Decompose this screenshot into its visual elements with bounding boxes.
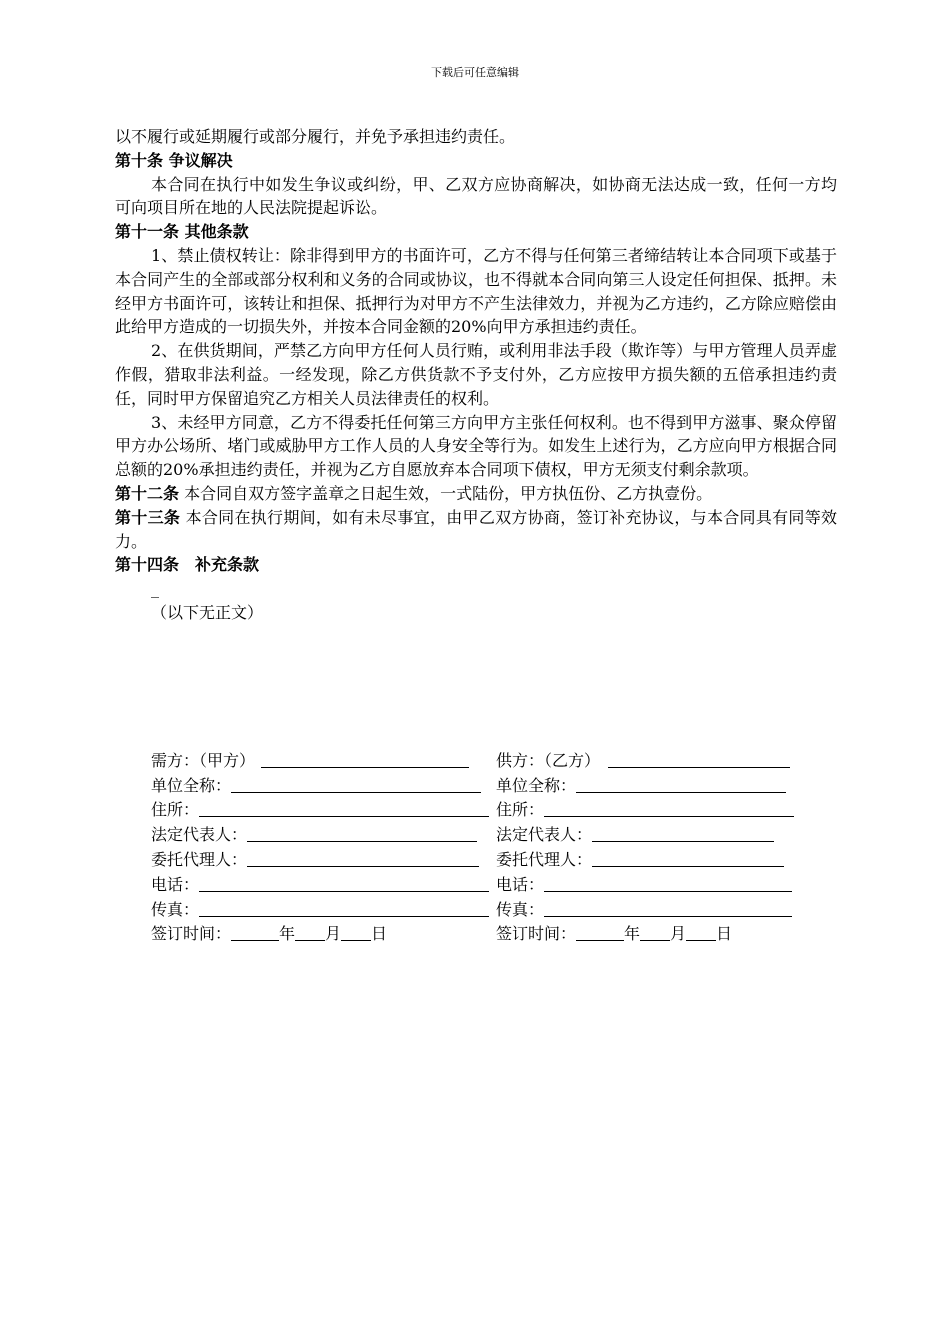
seller-month-blank[interactable]	[640, 939, 670, 941]
seller-day-label: 日	[716, 924, 733, 944]
article-12	[115, 482, 837, 506]
paragraph-continuation: 以不履行或延期履行或部分履行，并免予承担违约责任。	[115, 127, 516, 146]
article-10-paragraph: 本合同在执行中如发生争议或纠纷，甲、乙双方应协商解决，如协商无法达成一致，任何一方均可向项目所在地的人民法院提起诉讼。	[115, 174, 837, 218]
seller-fax	[496, 897, 841, 920]
article-11-item-1: 1、禁止债权转让：除非得到甲方的书面许可，乙方不得与任何第三者缔结转让本合同项下或基于本合同产生的全部或部分权利和义务的合同或协议，也不得就本合同向第三人设定任何担保、抵押。未经甲方书面许可，该转让和担保、抵押行为对甲方不产生法律效力，并视为乙方违约，乙方除应赔偿由此给甲方造成的一切损失外，并按本合同金额的20%向甲方承担违约责任。	[115, 245, 837, 337]
signature-row-date	[151, 920, 841, 945]
contract-body	[115, 125, 837, 625]
buyer-day-blank[interactable]	[341, 939, 371, 941]
buyer-legal-rep-label: 法定代表人：	[151, 825, 248, 845]
buyer-year-label: 年	[279, 924, 296, 944]
seller-unit-label: 单位全称：	[496, 775, 577, 795]
seller-agent-line[interactable]	[592, 865, 784, 867]
buyer-month-label: 月	[325, 924, 342, 944]
buyer-agent-line[interactable]	[247, 865, 479, 867]
buyer-fax-line[interactable]	[199, 915, 489, 917]
buyer-month-blank[interactable]	[295, 939, 325, 941]
buyer-phone-line[interactable]	[199, 890, 489, 892]
article-10-title: 第十条 争议解决	[115, 150, 233, 170]
buyer-unit	[151, 773, 496, 796]
seller-date	[496, 921, 841, 944]
buyer-fax	[151, 897, 496, 920]
signature-row-fax	[151, 895, 841, 920]
signature-row-agent	[151, 845, 841, 870]
buyer-fax-label: 传真：	[151, 899, 200, 919]
buyer-address	[151, 797, 496, 820]
signature-block	[151, 746, 841, 944]
buyer-party-label: 需方：（甲方）	[151, 750, 256, 770]
buyer-legal-rep-line[interactable]	[247, 840, 477, 842]
seller-legal-rep	[496, 822, 841, 845]
article-12-text: 本合同自双方签字盖章之日起生效，一式陆份，甲方执伍份、乙方执壹份。	[179, 483, 713, 503]
seller-address-line[interactable]	[544, 815, 794, 817]
signature-row-legal-rep	[151, 820, 841, 845]
seller-legal-rep-line[interactable]	[592, 840, 774, 842]
signature-row-address	[151, 796, 841, 821]
seller-year-blank[interactable]	[576, 939, 624, 941]
buyer-year-blank[interactable]	[231, 939, 279, 941]
buyer-agent	[151, 847, 496, 870]
seller-party-label: 供方：（乙方）	[496, 750, 601, 770]
buyer-unit-label: 单位全称：	[151, 775, 232, 795]
blank-dash: _	[151, 579, 159, 599]
buyer-phone-label: 电话：	[151, 874, 200, 894]
buyer-agent-label: 委托代理人：	[151, 849, 248, 869]
seller-month-label: 月	[670, 924, 687, 944]
signature-row-unit	[151, 771, 841, 796]
seller-unit-line[interactable]	[576, 791, 786, 793]
seller-address-label: 住所：	[496, 800, 545, 820]
article-11-item-3: 3、未经甲方同意，乙方不得委托任何第三方向甲方主张任何权利。也不得到甲方滋事、聚众停留甲方办公场所、堵门或威胁甲方工作人员的人身安全等行为。如发生上述行为，乙方应向甲方根据合同总额的20%承担违约责任，并视为乙方自愿放弃本合同项下债权，甲方无须支付剩余款项。	[115, 412, 837, 480]
seller-fax-label: 传真：	[496, 899, 545, 919]
seller-phone-label: 电话：	[496, 874, 545, 894]
article-13	[115, 506, 837, 554]
buyer-phone	[151, 872, 496, 895]
seller-date-group	[496, 921, 732, 944]
article-12-label: 第十二条	[115, 483, 180, 503]
signature-row-phone	[151, 870, 841, 895]
buyer-legal-rep	[151, 822, 496, 845]
article-14-title: 第十四条 补充条款	[115, 555, 260, 575]
article-11-item-2: 2、在供货期间，严禁乙方向甲方任何人员行贿，或利用非法手段（欺诈等）与甲方管理人员弄虚作假，猎取非法利益。一经发现，除乙方供货款不予支付外，乙方应按甲方损失额的五倍承担违约责任，同时甲方保留追究乙方相关人员法律责任的权利。	[115, 341, 837, 408]
buyer-address-line[interactable]	[199, 815, 489, 817]
end-note: （以下无正文）	[151, 602, 264, 622]
seller-agent-label: 委托代理人：	[496, 849, 593, 869]
article-13-text: 本合同在执行期间，如有未尽事宜，由甲乙双方协商，签订补充协议，与本合同具有同等效力。	[115, 507, 837, 551]
seller-party-line[interactable]	[608, 766, 790, 768]
article-13-label: 第十三条	[115, 507, 181, 527]
buyer-date	[151, 921, 496, 944]
seller-unit	[496, 773, 841, 796]
seller-legal-rep-label: 法定代表人：	[496, 825, 593, 845]
article-11-title: 第十一条 其他条款	[115, 222, 249, 242]
seller-phone	[496, 872, 841, 895]
buyer-day-label: 日	[371, 924, 388, 944]
buyer-address-label: 住所：	[151, 800, 200, 820]
buyer-unit-line[interactable]	[231, 791, 481, 793]
buyer-party-line[interactable]	[261, 766, 469, 768]
buyer-date-group	[151, 921, 387, 944]
seller-agent	[496, 847, 841, 870]
signature-row-party	[151, 746, 841, 771]
seller-party	[496, 748, 841, 771]
seller-day-blank[interactable]	[686, 939, 716, 941]
seller-date-label: 签订时间：	[496, 924, 577, 944]
buyer-date-label: 签订时间：	[151, 924, 232, 944]
seller-phone-line[interactable]	[544, 890, 792, 892]
seller-year-label: 年	[624, 924, 641, 944]
seller-fax-line[interactable]	[544, 915, 792, 917]
seller-address	[496, 797, 841, 820]
page-header: 下载后可任意编辑	[431, 66, 519, 79]
buyer-party	[151, 748, 496, 771]
